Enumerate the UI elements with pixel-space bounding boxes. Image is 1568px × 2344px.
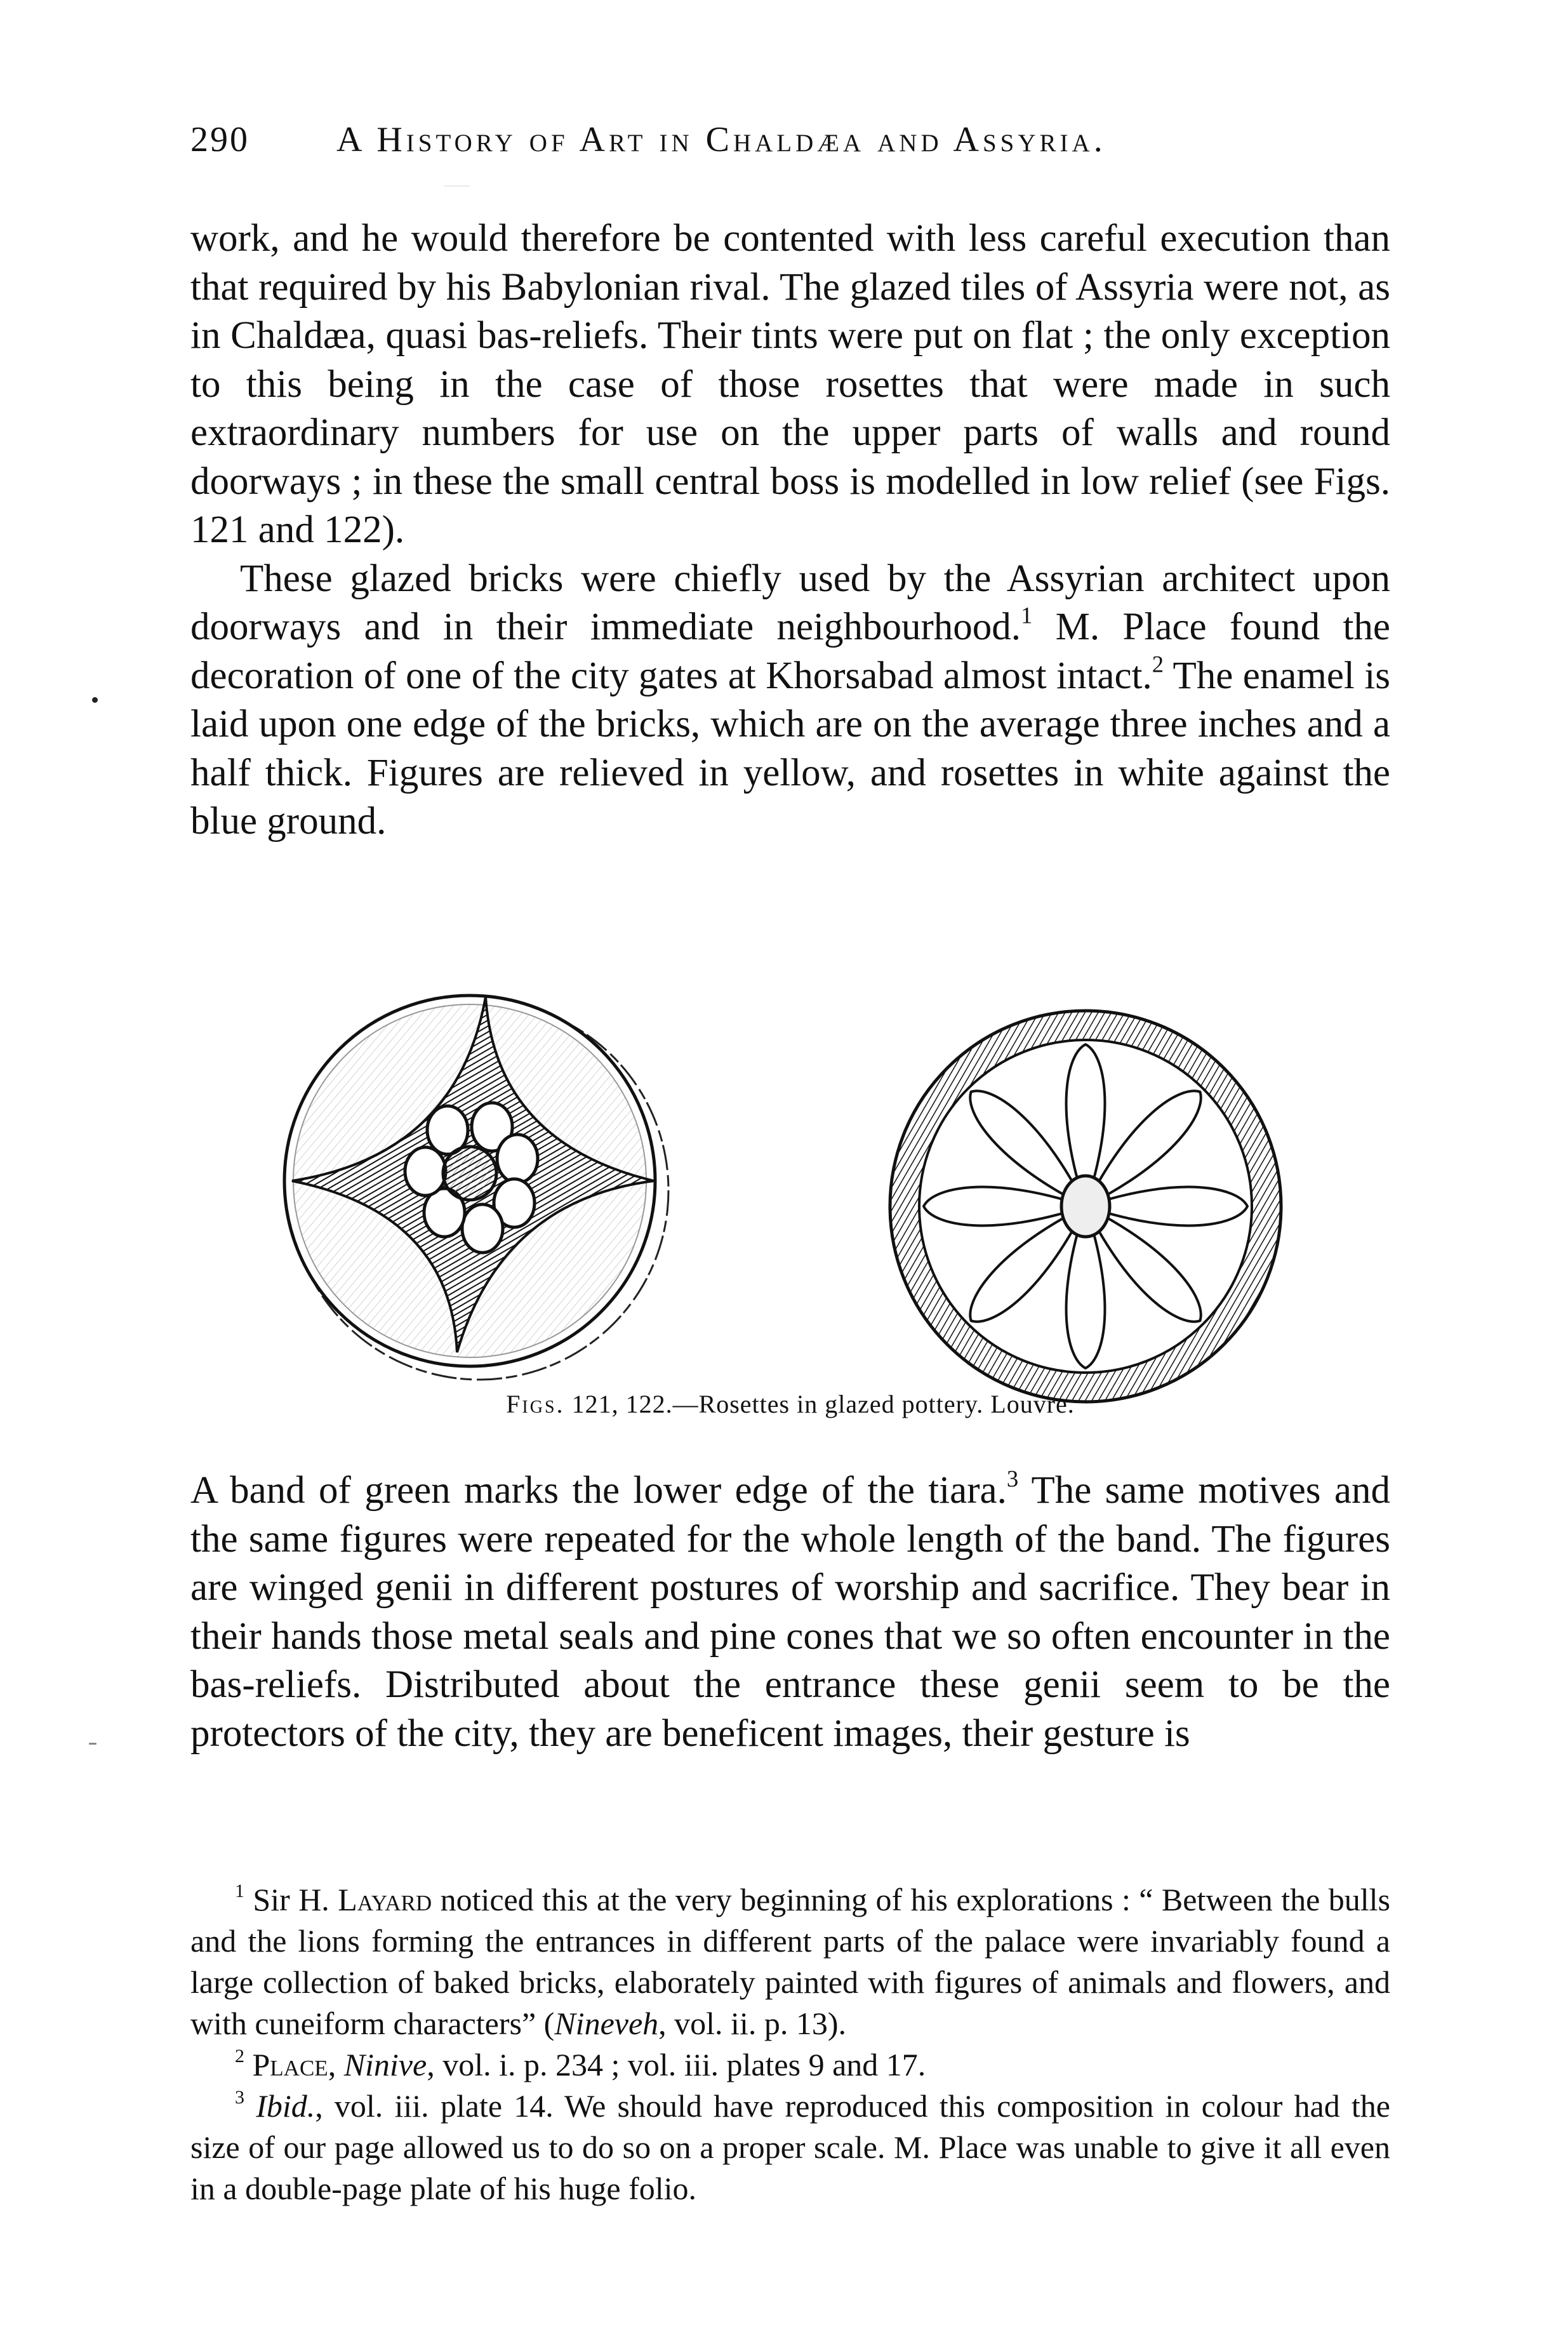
paragraph-2: These glazed bricks were chiefly used by the Assyrian architect upon doorways and in their immediate neighbourhood.$^1$ M. Place found the decoration of one of the city gates at Khorsabad almost intact.$^2$ The enamel is laid upon one edge of the bricks, which are on the average three inches and a half thick. Figures are relieved in yellow, and rosettes in white against the blue ground. xyxy=(190,557,1391,842)
footnotes xyxy=(190,1879,1390,2209)
page-number: 290 xyxy=(190,120,249,159)
body-text-upper xyxy=(190,215,1390,846)
figure-group xyxy=(254,971,1333,1403)
rosette-121-boss xyxy=(443,1147,496,1200)
rosette-122-boss xyxy=(1061,1176,1110,1237)
margin-dot xyxy=(92,697,98,703)
body-text-lower xyxy=(190,1467,1390,1758)
paragraph-3: A band of green marks the lower edge of the tiara.$^3$ The same motives and the same figures were repeated for the whole length of the band. The figures are winged genii in different postures of worship and sacrifice. They bear in their hands those metal seals and pine cones that we so often encounter in the bas-reliefs. Distributed about the entrance these genii seem to be the protectors of the city, they are beneficent images, their gesture is xyxy=(190,1465,1390,1755)
paragraph-1: work, and he would therefore be contented with less careful execution than that required by his Babylonian rival. The glazed tiles of Assyria were not, as in Chaldæa, quasi bas-reliefs. Their tints were put on flat ; the only exception to this being in the case of those rosettes that were made in such extraordinary numbers for use on the upper parts of walls and round doorways ; in these the small central boss is modelled in low relief (see Figs. 121 and 122). xyxy=(190,217,1390,551)
footnote-ref-1[interactable]: 1 xyxy=(1021,602,1033,629)
figure-122-rosette xyxy=(863,984,1320,1428)
figure-caption: Figs. 121, 122.—Rosettes in glazed pottery. Louvre. xyxy=(506,1390,1075,1418)
running-header xyxy=(190,119,1397,170)
footnote-3: $^3$ Ibid., vol. iii. plate 14. We should have reproduced this composition in colour had the size of our page allowed us to do so on a proper scale. M. Place was unable to give it all even in a double-page plate of his huge folio. xyxy=(190,2087,1391,2206)
footnote-ref-3[interactable]: 3 xyxy=(1006,1465,1019,1492)
footnote-ref-2[interactable]: 2 xyxy=(1152,650,1164,677)
margin-dash xyxy=(89,1743,96,1745)
footnote-2: $^2$ Place, Ninive, vol. i. p. 234 ; vol. iii. plates 9 and 17. xyxy=(235,2046,926,2082)
running-title: A History of Art in Chaldæa and Assyria. xyxy=(336,120,1106,159)
header-smudge xyxy=(444,185,470,187)
footnote-1: $^1$ Sir H. Layard noticed this at the very beginning of his explorations : “ Between the bulls and the lions forming the entrances in different parts of the palace were invariably found a large collection of baked bricks, elaborately painted with figures of animals and flowers, and with cuneiform characters” (Nineveh, vol. ii. p. 13). xyxy=(190,1881,1390,2041)
figure-121-rosette xyxy=(267,971,698,1403)
